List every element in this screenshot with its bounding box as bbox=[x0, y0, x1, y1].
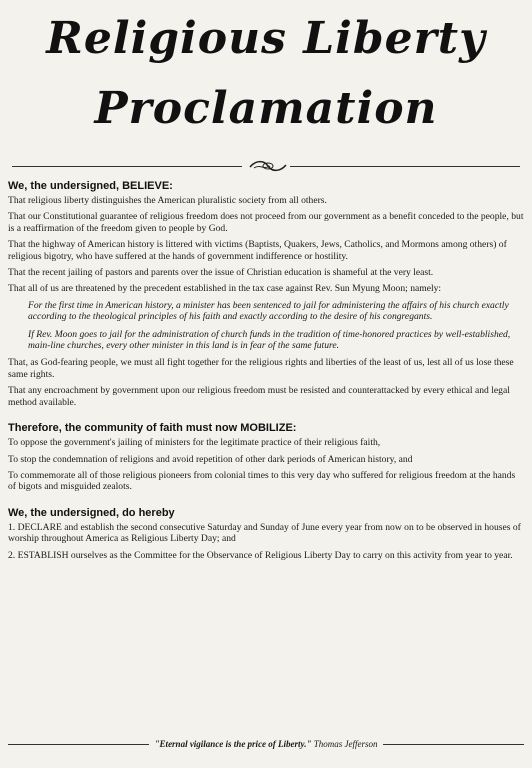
belief-paragraph: That the recent jailing of pastors and parents over the issue of Christian education is shameful at the very least. bbox=[8, 267, 434, 279]
ornamental-divider bbox=[8, 158, 524, 174]
footer-quote bbox=[149, 739, 384, 749]
belief-paragraph: That, as God-fearing people, we must all fight together for the religious rights and liberties of the least of us, lest all of us lose these same rights. bbox=[8, 357, 514, 380]
footer-rule-left bbox=[8, 744, 149, 745]
title-block bbox=[8, 0, 524, 134]
mobilize-heading: Therefore, the community of faith must now MOBILIZE: bbox=[8, 422, 297, 435]
quote-text: "Eternal vigilance is the price of Liberty." bbox=[154, 739, 312, 749]
footer-rule-right bbox=[383, 744, 524, 745]
divider-rule-left bbox=[12, 166, 242, 167]
footer-quote-bar bbox=[8, 737, 524, 751]
beliefs-section bbox=[8, 180, 524, 408]
title-line-2: Proclamation bbox=[94, 83, 438, 134]
mobilize-paragraph: To oppose the government's jailing of ministers for the legitimate practice of their religious faith, bbox=[8, 437, 381, 449]
mobilize-section bbox=[8, 422, 524, 493]
scroll-ornament-icon bbox=[246, 158, 290, 174]
beliefs-heading: We, the undersigned, BELIEVE: bbox=[8, 180, 173, 192]
belief-paragraph: That religious liberty distinguishes the American pluralistic society from all others. bbox=[8, 195, 327, 206]
declaration-item: 1. DECLARE and establish the second consecutive Saturday and Sunday of June every year from now on to be observed in houses of worship throughout America as Religious Liberty Day; and bbox=[8, 521, 521, 545]
declaration-section bbox=[8, 507, 524, 561]
belief-paragraph: That the highway of American history is littered with victims (Baptists, Quakers, Jews, Catholics, and Mormons among others) of religious bigotry, who have suffered at the hands of government indifference or hostility. bbox=[8, 239, 507, 262]
quote-author: Thomas Jefferson bbox=[313, 739, 378, 749]
declaration-heading: We, the undersigned, do hereby bbox=[8, 506, 175, 519]
belief-paragraph: That all of us are threatened by the precedent established in the tax case against Rev. Sun Myung Moon; namely: bbox=[8, 283, 442, 295]
mobilize-paragraph: To commemorate all of those religious pioneers from colonial times to this very day who suffered for religious freedom at the hands of bigots and misguided zealots. bbox=[8, 469, 516, 493]
divider-rule-right bbox=[290, 166, 520, 167]
belief-paragraph: That any encroachment by government upon our religious freedom must be resisted and counterattacked by every ethical and legal method available. bbox=[8, 385, 510, 408]
mobilize-paragraph: To stop the condemnation of religions and avoid repetition of other dark periods of American history, and bbox=[8, 453, 413, 465]
title-line-1: Religious Liberty bbox=[46, 13, 486, 64]
declaration-item: 2. ESTABLISH ourselves as the Committee for the Observance of Religious Liberty Day to carry on this activity from year to year. bbox=[8, 549, 513, 561]
quoted-statement: If Rev. Moon goes to jail for the administration of church funds in the tradition of time-honored practices by well-established, main-line churches, every other minister in this land is in fear of the same future. bbox=[28, 328, 511, 352]
quoted-statement: For the first time in American history, a minister has been sentenced to jail for administering the affairs of his church exactly according to the theological principles of his faith and exactly according to the desire of his congregants. bbox=[28, 299, 509, 323]
belief-paragraph: That our Constitutional guarantee of religious freedom does not proceed from our government as a benefit conceded to the people, but is a reaffirmation of the freedom given to people by God. bbox=[8, 211, 524, 234]
